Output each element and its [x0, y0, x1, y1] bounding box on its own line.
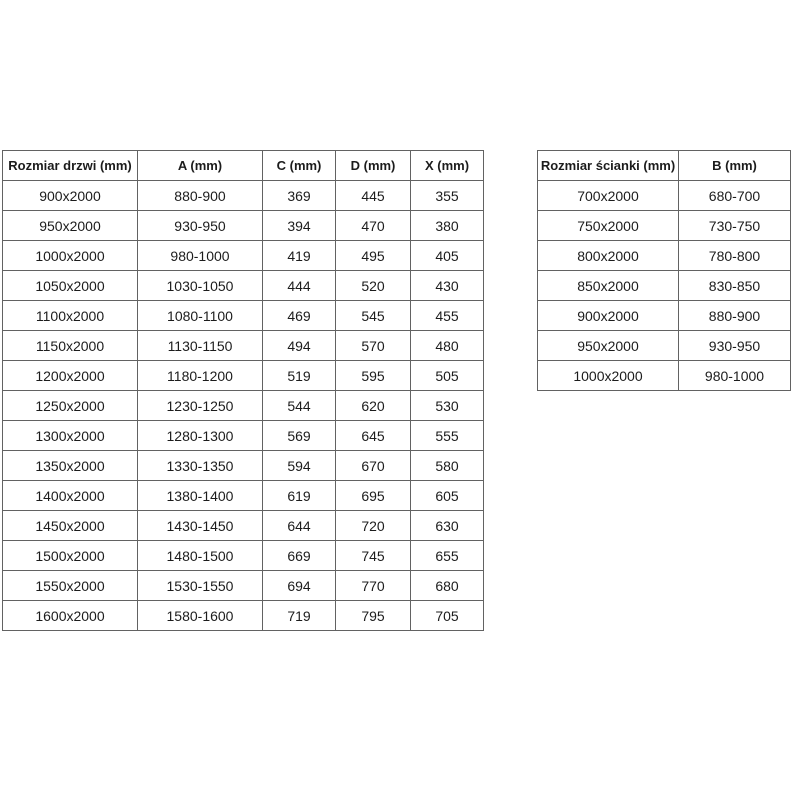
table-row [538, 211, 791, 241]
table-cell: 605 [411, 481, 484, 511]
table-row [3, 301, 484, 331]
table-cell: 830-850 [679, 271, 791, 301]
table-cell: 520 [336, 271, 411, 301]
table-cell: 1000x2000 [3, 241, 138, 271]
table-cell: 644 [263, 511, 336, 541]
table-cell: 355 [411, 181, 484, 211]
table-cell: 880-900 [679, 301, 791, 331]
wall-size-table [537, 150, 791, 391]
table-cell: 1430-1450 [138, 511, 263, 541]
table-row [3, 211, 484, 241]
column-header: D (mm) [336, 151, 411, 181]
table-cell: 1100x2000 [3, 301, 138, 331]
table-cell: 980-1000 [138, 241, 263, 271]
table-cell: 570 [336, 331, 411, 361]
table-cell: 1030-1050 [138, 271, 263, 301]
table-cell: 1380-1400 [138, 481, 263, 511]
table-cell: 1230-1250 [138, 391, 263, 421]
table-cell: 750x2000 [538, 211, 679, 241]
table-row [3, 601, 484, 631]
table-cell: 950x2000 [538, 331, 679, 361]
table-cell: 700x2000 [538, 181, 679, 211]
table-cell: 795 [336, 601, 411, 631]
door-size-table [2, 150, 484, 631]
table-row [538, 331, 791, 361]
column-header: A (mm) [138, 151, 263, 181]
table-cell: 594 [263, 451, 336, 481]
table-cell: 670 [336, 451, 411, 481]
table-cell: 669 [263, 541, 336, 571]
table-cell: 1330-1350 [138, 451, 263, 481]
table-cell: 655 [411, 541, 484, 571]
table-cell: 419 [263, 241, 336, 271]
table-cell: 630 [411, 511, 484, 541]
table-cell: 1580-1600 [138, 601, 263, 631]
table-row [3, 181, 484, 211]
table-cell: 950x2000 [3, 211, 138, 241]
table-cell: 1280-1300 [138, 421, 263, 451]
table-cell: 430 [411, 271, 484, 301]
table-row [3, 241, 484, 271]
table-cell: 980-1000 [679, 361, 791, 391]
table-cell: 745 [336, 541, 411, 571]
table-cell: 1000x2000 [538, 361, 679, 391]
table-cell: 1150x2000 [3, 331, 138, 361]
table-cell: 705 [411, 601, 484, 631]
table-cell: 394 [263, 211, 336, 241]
table-cell: 1300x2000 [3, 421, 138, 451]
table-row [538, 241, 791, 271]
table-row [3, 451, 484, 481]
table-row [538, 271, 791, 301]
table-cell: 455 [411, 301, 484, 331]
table-cell: 1530-1550 [138, 571, 263, 601]
column-header: Rozmiar drzwi (mm) [3, 151, 138, 181]
table-cell: 545 [336, 301, 411, 331]
table-cell: 1130-1150 [138, 331, 263, 361]
table-cell: 405 [411, 241, 484, 271]
table-cell: 1200x2000 [3, 361, 138, 391]
table-cell: 569 [263, 421, 336, 451]
table-row [3, 511, 484, 541]
table-cell: 1400x2000 [3, 481, 138, 511]
table-cell: 930-950 [138, 211, 263, 241]
table-row [3, 481, 484, 511]
table-cell: 1480-1500 [138, 541, 263, 571]
table-cell: 580 [411, 451, 484, 481]
header-row [3, 151, 484, 181]
table-row [3, 421, 484, 451]
header-row [538, 151, 791, 181]
table-row [3, 391, 484, 421]
table-cell: 619 [263, 481, 336, 511]
column-header: Rozmiar ścianki (mm) [538, 151, 679, 181]
table-cell: 680-700 [679, 181, 791, 211]
table-cell: 1050x2000 [3, 271, 138, 301]
table-row [3, 571, 484, 601]
table-cell: 1180-1200 [138, 361, 263, 391]
table-cell: 850x2000 [538, 271, 679, 301]
table-cell: 369 [263, 181, 336, 211]
table-cell: 544 [263, 391, 336, 421]
table-cell: 680 [411, 571, 484, 601]
table-cell: 519 [263, 361, 336, 391]
table-cell: 1550x2000 [3, 571, 138, 601]
table-cell: 445 [336, 181, 411, 211]
table-cell: 900x2000 [538, 301, 679, 331]
table-cell: 505 [411, 361, 484, 391]
table-cell: 645 [336, 421, 411, 451]
table-cell: 695 [336, 481, 411, 511]
table-cell: 770 [336, 571, 411, 601]
column-header: B (mm) [679, 151, 791, 181]
table-cell: 595 [336, 361, 411, 391]
table-row [538, 301, 791, 331]
table-cell: 444 [263, 271, 336, 301]
table-cell: 530 [411, 391, 484, 421]
table-cell: 1500x2000 [3, 541, 138, 571]
table-cell: 720 [336, 511, 411, 541]
table-row [538, 181, 791, 211]
table-cell: 1600x2000 [3, 601, 138, 631]
table-row [3, 331, 484, 361]
table-cell: 719 [263, 601, 336, 631]
column-header: X (mm) [411, 151, 484, 181]
table-cell: 470 [336, 211, 411, 241]
table-cell: 494 [263, 331, 336, 361]
table-row [3, 271, 484, 301]
table-row [538, 361, 791, 391]
table-cell: 1080-1100 [138, 301, 263, 331]
table-cell: 620 [336, 391, 411, 421]
table-cell: 1350x2000 [3, 451, 138, 481]
table-cell: 800x2000 [538, 241, 679, 271]
table-cell: 380 [411, 211, 484, 241]
table-row [3, 361, 484, 391]
table-cell: 780-800 [679, 241, 791, 271]
table-cell: 495 [336, 241, 411, 271]
table-cell: 930-950 [679, 331, 791, 361]
table-cell: 694 [263, 571, 336, 601]
table-row [3, 541, 484, 571]
column-header: C (mm) [263, 151, 336, 181]
table-cell: 480 [411, 331, 484, 361]
table-cell: 880-900 [138, 181, 263, 211]
table-cell: 730-750 [679, 211, 791, 241]
table-cell: 1250x2000 [3, 391, 138, 421]
table-cell: 1450x2000 [3, 511, 138, 541]
table-cell: 900x2000 [3, 181, 138, 211]
table-cell: 469 [263, 301, 336, 331]
table-cell: 555 [411, 421, 484, 451]
